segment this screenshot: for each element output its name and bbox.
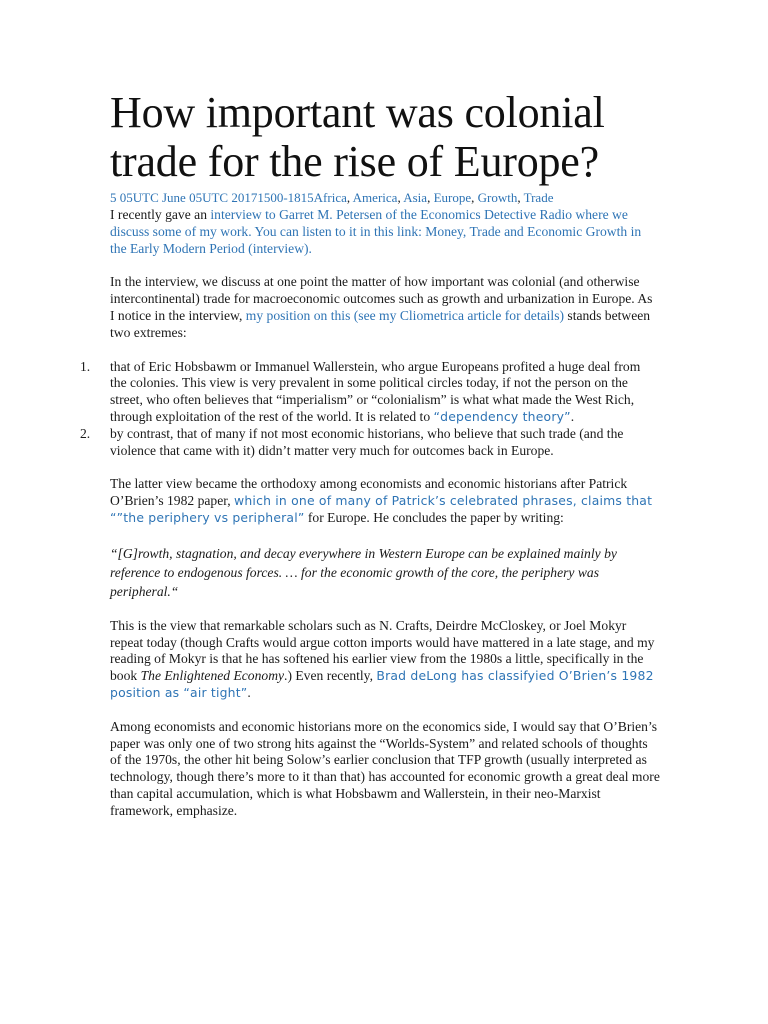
obrien-quote: “[G]rowth, stagnation, and decay everywhere in Western Europe can be explained mainly by reference to endogenous forces. … for the economic growth of the core, the periphery was peripheral.“ [110,545,617,599]
list-text: by contrast, that of many if not most economic historians, who believe that such trade (and the violence that came with it) didn’t matter very much for outcomes back in Europe. [110,425,624,458]
list-text: that of Eric Hobsbawm or Immanuel Wallerstein, who argue Europeans profited a huge deal from the colonies. This view is very prevalent in some political circles today, if not the person on the street, who often believes that “imperialism” or “colonialism” is what what made the West Rich, through exploitation of the rest of the world. It is related to [110,358,641,424]
category-separator: , [471,190,478,205]
dependency-theory-link[interactable]: “dependency theory” [433,408,571,424]
category-link-trade[interactable]: Trade [523,190,554,205]
category-link-africa[interactable]: Africa [313,190,347,205]
interview-text: In the interview, we discuss at one point the matter of how important was colonial (and otherwise intercontinental) trade for macroeconomic outcomes such as growth and urbanization in Europe. As I notice in the interview, [110,274,653,323]
scholars-text-2: .) Even recently, [284,668,377,684]
periphery-link[interactable]: which in one of many of Patrick’s celebrated phrases, claims that “”the periphery vs peripheral” [110,493,653,525]
scholars-suffix: . [247,684,251,700]
category-separator: , [346,190,353,205]
extremes-list [80,358,660,460]
interview-link[interactable]: interview to Garret M. Petersen of the Economics Detective Radio where we discuss some of my work. You can listen to it in this link: Money, Trade and Economic Growth in the Early Modern Period (interview). [110,207,642,256]
category-separator: , [427,190,434,205]
scholars-text: This is the view that remarkable scholars such as N. Crafts, Deirdre McCloskey, or Joel Mokyr repeat today (though Crafts would argue cotton imports would have mattered in a late stage, and my reading of Mokyr is that he has softened his earlier view from the 1980s a little, specifically in the book [110,617,655,684]
intro-text: I recently gave an [110,207,211,222]
category-link-america[interactable]: America [352,190,398,205]
document-page [80,88,660,820]
category-separator: , [517,190,524,205]
intro-paragraph [110,207,660,257]
orthodoxy-text: The latter view became the orthodoxy among economists and economic historians after Patrick O’Brien’s 1982 paper, [110,476,628,509]
list-item [80,358,660,426]
page-title: How important was colonial trade for the rise of Europe? [110,88,605,186]
orthodoxy-suffix: for Europe. He concludes the paper by writing: [304,509,564,525]
cliometrica-link[interactable]: my position on this (see my Cliometrica article for details) [245,307,565,323]
post-date: 5 05UTC June 05UTC 20171500-1815 [110,190,314,205]
list-number: 2. [80,425,91,441]
category-link-europe[interactable]: Europe [433,190,472,205]
interview-suffix: stands between two extremes: [110,307,651,340]
category-separator: , [397,190,404,205]
category-link-growth[interactable]: Growth [477,190,518,205]
interview-paragraph [110,274,660,341]
list-suffix: . [570,408,575,424]
book-title: The Enlightened Economy [140,668,285,684]
scholars-paragraph [110,618,660,702]
category-link-asia[interactable]: Asia [403,190,428,205]
solow-paragraph: Among economists and economic historians more on the economics side, I would say that O’Brien’s paper was only one of two strong hits against the “Worlds-System” and related schools of thoughts of the 1970s, the other hit being Solow’s earlier conclusion that TFP growth (usually interpreted as technology, though there’s more to it than that) has accounted for economic growth a great deal more than capital accumulation, which is what Hobsbawm and Wallerstein, in their neo-Marxist framework, emphasize. [110,718,660,818]
list-number: 1. [80,358,91,374]
delong-link[interactable]: Brad deLong has classifyied O’Brien’s 1982 position as “air tight” [110,668,654,700]
post-meta [110,190,660,206]
list-item [80,425,660,460]
orthodoxy-paragraph [110,476,660,526]
